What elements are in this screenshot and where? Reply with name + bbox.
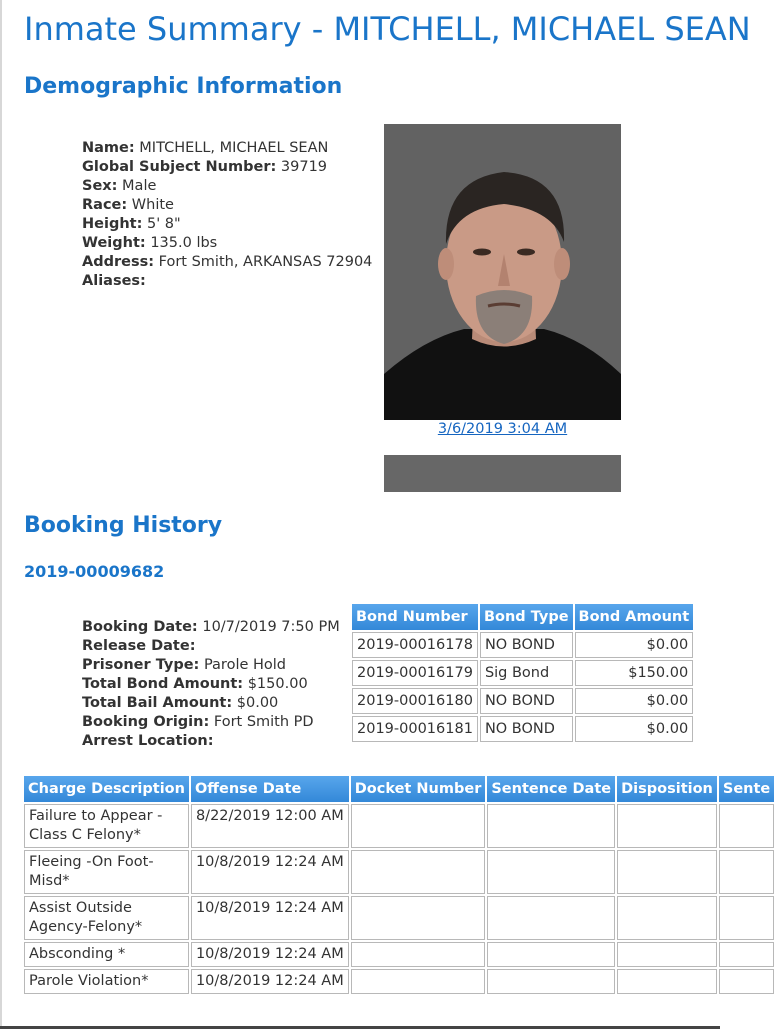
bond-cell: NO BOND (480, 632, 573, 658)
charge-column-header[interactable]: Docket Number (351, 776, 486, 802)
bond-table (350, 602, 695, 744)
charge-cell: Fleeing -On Foot-Misd* (24, 850, 189, 894)
left-border (0, 0, 2, 1029)
booking-field-row (82, 656, 340, 675)
booking-field-row (82, 675, 340, 694)
charge-table-container (22, 774, 771, 996)
bond-column-header[interactable]: Bond Type (480, 604, 573, 630)
demographic-field-label: Height: (82, 216, 143, 232)
demographic-field-row (82, 253, 372, 272)
booking-history-heading: Booking History (24, 513, 223, 538)
demographic-field-value: MITCHELL, MICHAEL SEAN (139, 140, 329, 156)
charge-cell: 10/8/2019 12:24 AM (191, 969, 349, 994)
charge-cell: 10/8/2019 12:24 AM (191, 896, 349, 940)
bond-cell: $0.00 (575, 688, 694, 714)
booking-field-value: Fort Smith PD (213, 714, 314, 730)
charge-cell (617, 969, 717, 994)
demographic-field-value: 5' 8" (146, 216, 181, 232)
booking-field-label: Total Bail Amount: (82, 695, 233, 711)
charge-column-header[interactable]: Sente (719, 776, 774, 802)
charge-row (24, 804, 774, 848)
charge-cell (719, 942, 774, 967)
charge-cell: Failure to Appear - Class C Felony* (24, 804, 189, 848)
demographic-field-label: Name: (82, 140, 135, 156)
demographic-field-label: Global Subject Number: (82, 159, 277, 175)
demographic-field-value: 39719 (280, 159, 328, 175)
charge-cell (719, 896, 774, 940)
bond-row (352, 660, 693, 686)
demographic-field-value: White (131, 197, 174, 213)
demographic-field-row (82, 196, 372, 215)
second-photo-thumbnail[interactable] (384, 455, 621, 492)
demographic-field-row (82, 234, 372, 253)
booking-field-label: Total Bond Amount: (82, 676, 244, 692)
bond-cell: NO BOND (480, 716, 573, 742)
demographic-field-row (82, 272, 372, 291)
bond-cell: 2019-00016179 (352, 660, 478, 686)
demographic-field-label: Sex: (82, 178, 118, 194)
demographic-field-label: Aliases: (82, 273, 146, 289)
booking-field-row (82, 713, 340, 732)
booking-field-value: Parole Hold (203, 657, 287, 673)
charge-cell (719, 850, 774, 894)
charge-column-header[interactable]: Sentence Date (487, 776, 615, 802)
booking-field-row (82, 637, 340, 656)
charge-cell (351, 896, 486, 940)
bond-column-header[interactable]: Bond Amount (575, 604, 694, 630)
bond-cell: Sig Bond (480, 660, 573, 686)
demographic-field-row (82, 139, 372, 158)
demographic-field-row (82, 158, 372, 177)
charge-cell (487, 942, 615, 967)
booking-field-row (82, 732, 340, 751)
charge-cell: Assist Outside Agency-Felony* (24, 896, 189, 940)
charge-cell (617, 942, 717, 967)
charge-cell (487, 850, 615, 894)
booking-field-row (82, 694, 340, 713)
bond-cell: 2019-00016181 (352, 716, 478, 742)
charge-cell: 10/8/2019 12:24 AM (191, 942, 349, 967)
charge-cell (351, 969, 486, 994)
bond-cell: $0.00 (575, 716, 694, 742)
charge-column-header[interactable]: Charge Description (24, 776, 189, 802)
booking-field-value: $150.00 (247, 676, 308, 692)
inmate-photo (384, 124, 621, 420)
demographic-field-value: 135.0 lbs (150, 235, 218, 251)
bond-row (352, 688, 693, 714)
booking-field-label: Booking Date: (82, 619, 198, 635)
demographic-field-label: Address: (82, 254, 155, 270)
charge-cell: 8/22/2019 12:00 AM (191, 804, 349, 848)
charge-cell (719, 969, 774, 994)
demographic-field-row (82, 215, 372, 234)
booking-field-label: Arrest Location: (82, 733, 214, 749)
charge-cell: 10/8/2019 12:24 AM (191, 850, 349, 894)
booking-info (82, 618, 340, 751)
booking-field-label: Booking Origin: (82, 714, 210, 730)
charge-row (24, 896, 774, 940)
bond-cell: 2019-00016180 (352, 688, 478, 714)
bond-cell: 2019-00016178 (352, 632, 478, 658)
demographic-field-value: Fort Smith, ARKANSAS 72904 (158, 254, 373, 270)
booking-number: 2019-00009682 (24, 562, 165, 581)
charge-cell (351, 942, 486, 967)
booking-field-value: $0.00 (236, 695, 279, 711)
bond-row (352, 632, 693, 658)
charge-column-header[interactable]: Offense Date (191, 776, 349, 802)
booking-field-value: 10/7/2019 7:50 PM (202, 619, 340, 635)
bond-row (352, 716, 693, 742)
charge-row (24, 850, 774, 894)
demographic-field-row (82, 177, 372, 196)
booking-field-label: Release Date: (82, 638, 196, 654)
page-title: Inmate Summary - MITCHELL, MICHAEL SEAN (24, 10, 751, 48)
charge-column-header[interactable]: Disposition (617, 776, 717, 802)
booking-field-label: Prisoner Type: (82, 657, 200, 673)
bond-cell: $0.00 (575, 632, 694, 658)
charge-row (24, 969, 774, 994)
charge-cell (617, 850, 717, 894)
demographic-info (82, 139, 372, 291)
charge-table (22, 774, 776, 996)
demographic-field-label: Weight: (82, 235, 146, 251)
charge-row (24, 942, 774, 967)
charge-cell (487, 896, 615, 940)
charge-cell (617, 804, 717, 848)
charge-cell (617, 896, 717, 940)
charge-cell: Absconding * (24, 942, 189, 967)
charge-cell (351, 850, 486, 894)
demographic-field-value: Male (122, 178, 157, 194)
charge-cell (351, 804, 486, 848)
charge-cell: Parole Violation* (24, 969, 189, 994)
bond-cell: NO BOND (480, 688, 573, 714)
charge-cell (719, 804, 774, 848)
bond-cell: $150.00 (575, 660, 694, 686)
booking-field-row (82, 618, 340, 637)
bond-column-header[interactable]: Bond Number (352, 604, 478, 630)
charge-cell (487, 804, 615, 848)
charge-cell (487, 969, 615, 994)
demographic-field-label: Race: (82, 197, 128, 213)
demographic-heading: Demographic Information (24, 74, 343, 99)
photo-date-link[interactable]: 3/6/2019 3:04 AM (437, 421, 568, 437)
